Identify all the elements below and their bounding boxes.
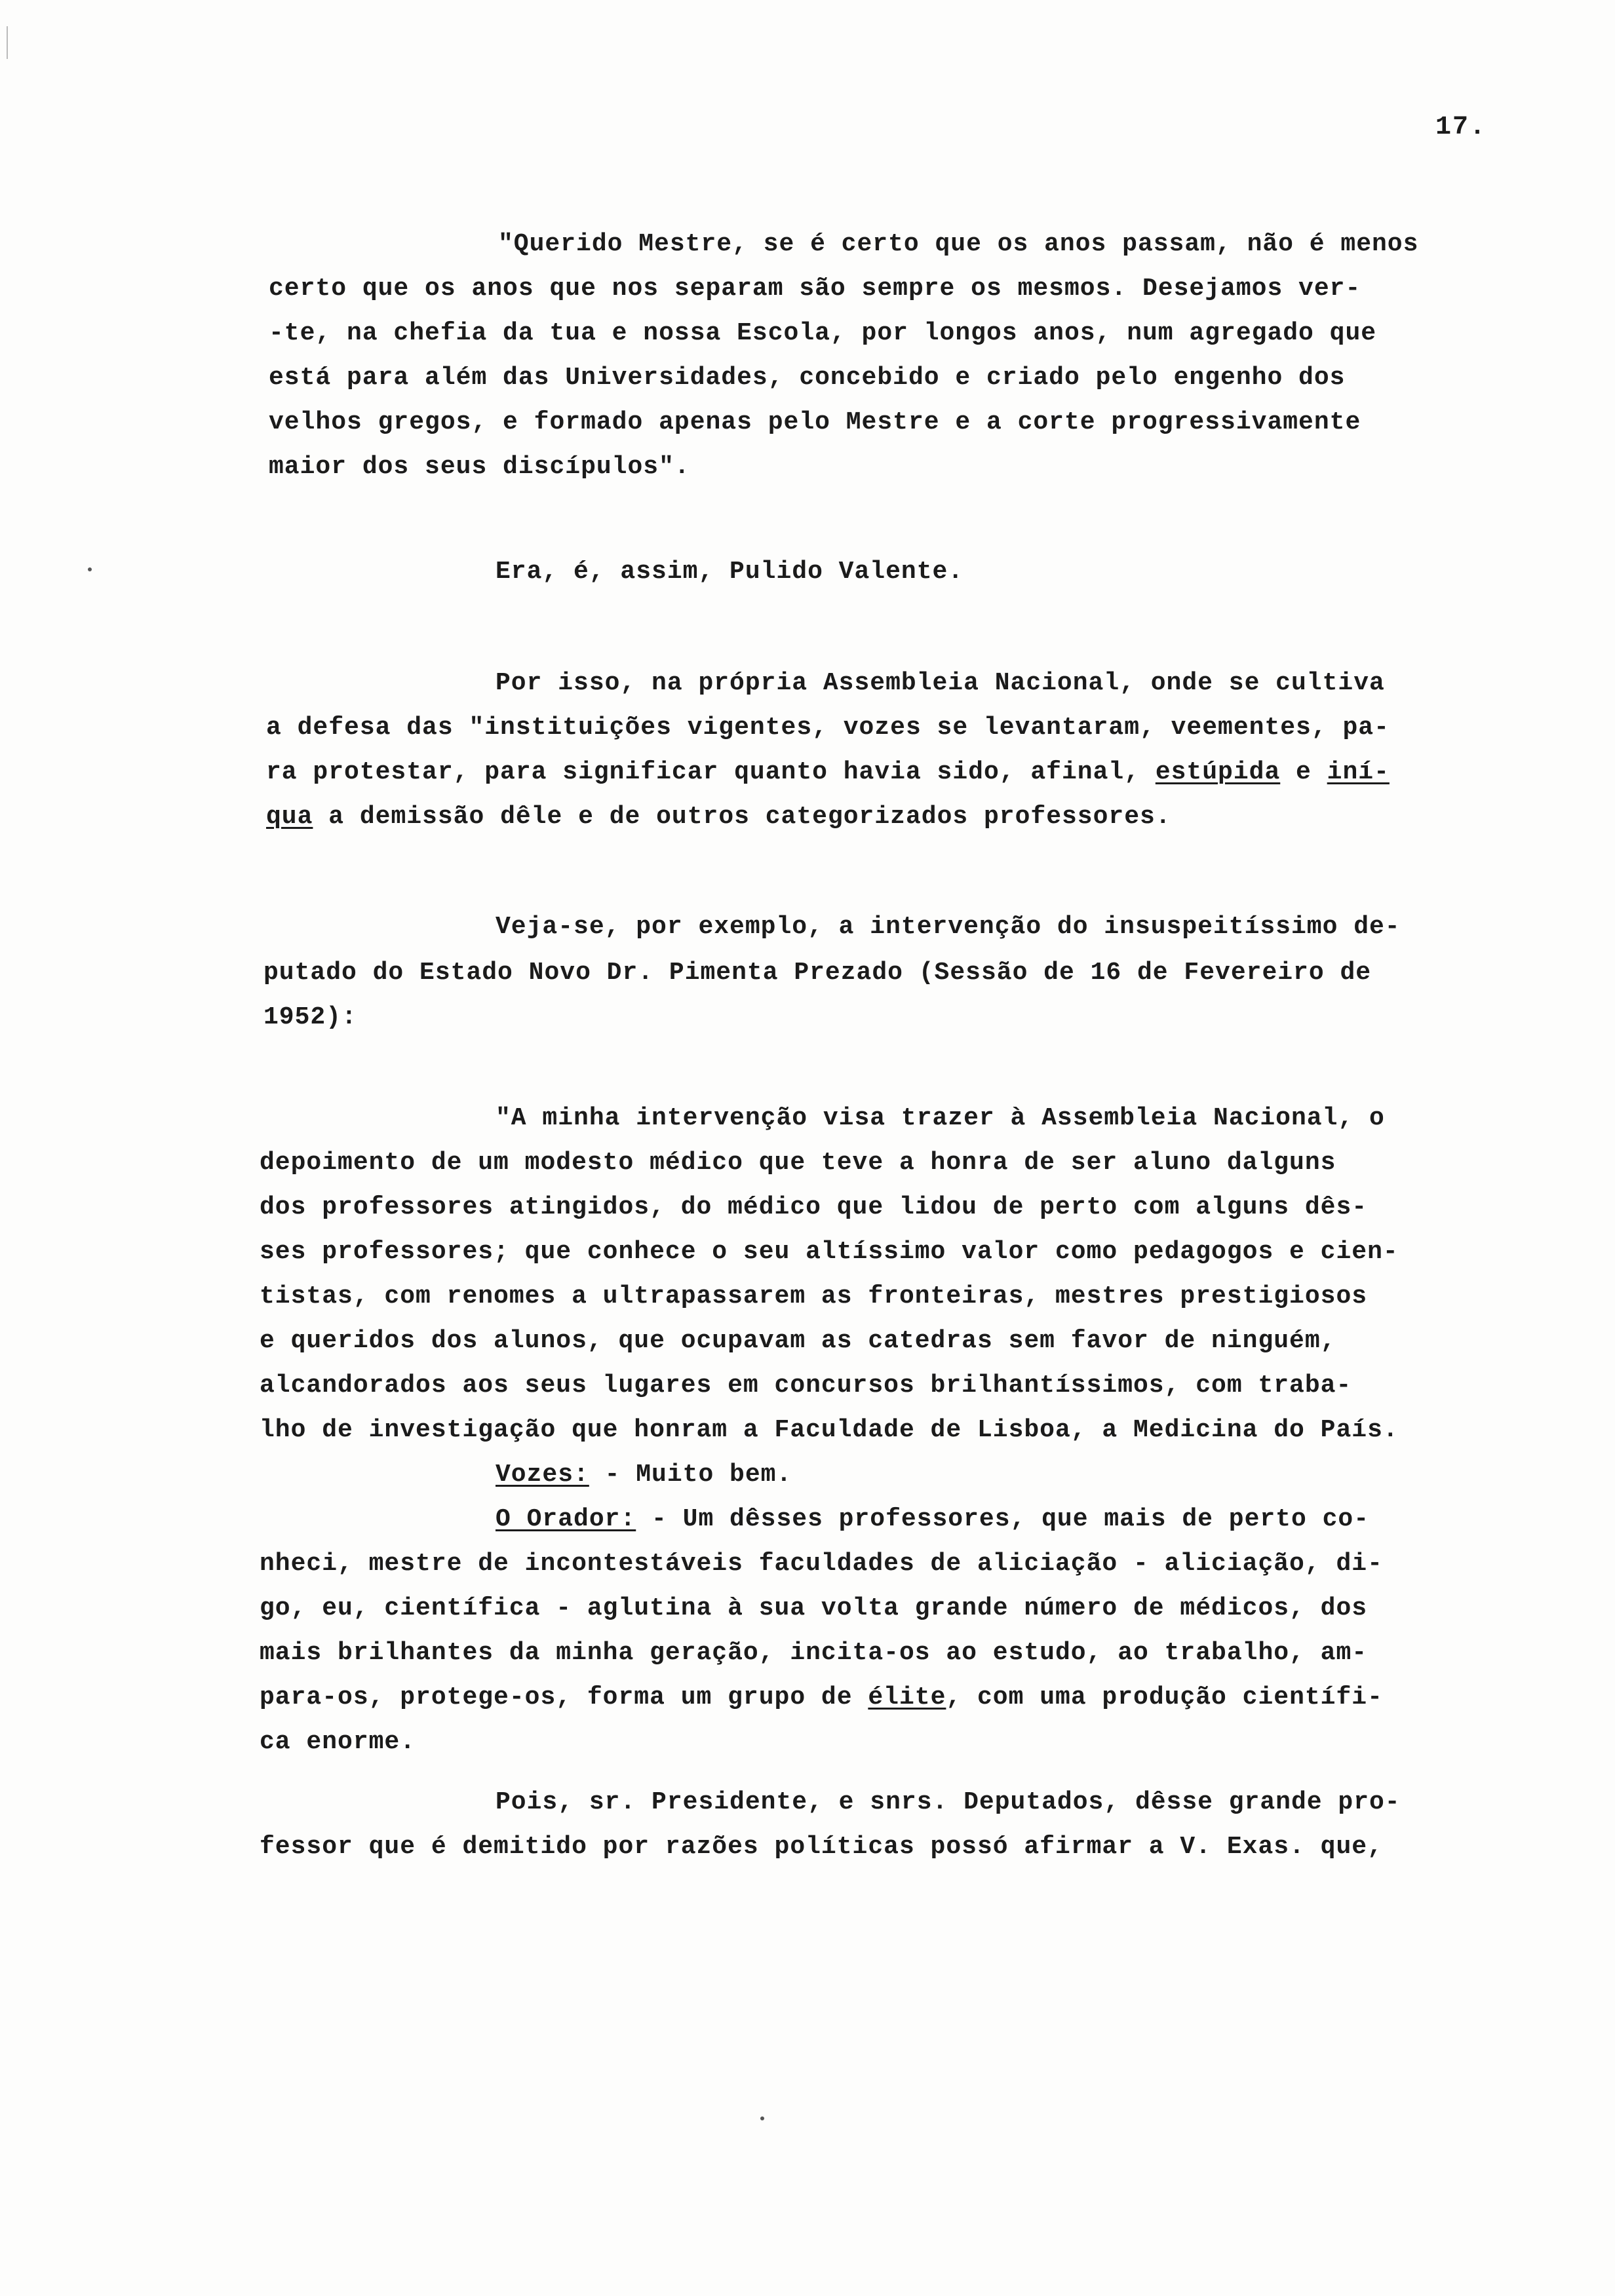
speaker-label: Vozes: [496,1461,589,1489]
vozes-text: - Muito bem. [589,1461,792,1489]
para-isso-text: e [1280,758,1327,786]
quote2-line: tistas, com renomes a ultrapassarem as fronteiras, mestres prestigiosos [260,1282,1368,1311]
paragraph-era: Era, é, assim, Pulido Valente. [496,558,964,586]
para-isso-text: a demissão dêle e de outros categorizados professores. [313,803,1171,831]
underlined-word: iní- [1327,758,1390,786]
speaker-label: O Orador: [496,1505,636,1533]
underlined-word: estúpida [1155,758,1281,786]
underlined-word: élite [868,1683,946,1712]
ink-speck [760,2116,764,2120]
para-pois-line: Pois, sr. Presidente, e snrs. Deputados, dêsse grande pro- [496,1788,1401,1816]
quote2-line: lho de investigação que honram a Faculdade de Lisboa, a Medicina do País. [260,1416,1399,1444]
para-isso-line [266,760,1390,785]
para-veja-line: Veja-se, por exemplo, a intervenção do insuspeitíssimo de- [496,913,1401,941]
orador-line: go, eu, científica - aglutina à sua volta grande número de médicos, dos [260,1594,1368,1622]
quote2-line: dos professores atingidos, do médico que lidou de perto com alguns dês- [260,1193,1368,1221]
para-isso-text: ra protestar, para significar quanto havia sido, afinal, [266,758,1156,786]
quote2-line: alcandorados aos seus lugares em concursos brilhantíssimos, com traba- [260,1371,1352,1400]
para-isso-line: a defesa das "instituições vigentes, vozes se levantaram, veementes, pa- [266,714,1390,742]
para-pois-line: fessor que é demitido por razões políticas possó afirmar a V. Exas. que, [260,1833,1383,1861]
quote1-line: "Querido Mestre, se é certo que os anos passam, não é menos [498,230,1419,258]
quote2-line: "A minha intervenção visa trazer à Assembleia Nacional, o [496,1104,1385,1132]
quote1-line: está para além das Universidades, concebido e criado pelo engenho dos [269,364,1346,392]
quote1-line: velhos gregos, e formado apenas pelo Mestre e a corte progressivamente [269,408,1361,436]
margin-mark [7,26,8,59]
quote2-line: e queridos dos alunos, que ocupavam as catedras sem favor de ninguém, [260,1327,1336,1355]
orador-line: mais brilhantes da minha geração, incita-os ao estudo, ao trabalho, am- [260,1639,1368,1667]
ink-speck [88,567,92,571]
orador-text: , com uma produção científi- [946,1683,1383,1712]
para-isso-line: Por isso, na própria Assembleia Nacional, onde se cultiva [496,669,1385,697]
para-isso-line [266,805,1171,830]
orador-text: - Um dêsses professores, que mais de perto co- [636,1505,1370,1533]
orador-line: nheci, mestre de incontestáveis faculdades de aliciação - aliciação, di- [260,1550,1383,1578]
quote1-line: certo que os anos que nos separam são sempre os mesmos. Desejamos ver- [269,275,1361,303]
orador-text: para-os, protege-os, forma um grupo de [260,1683,868,1712]
quote2-line: depoimento de um modesto médico que teve a honra de ser aluno dalguns [260,1149,1336,1177]
orador-line [260,1685,1383,1710]
page-number: 17. [1435,113,1487,142]
orador-line: ca enorme. [260,1728,416,1756]
quote2-line: ses professores; que conhece o seu altíssimo valor como pedagogos e cien- [260,1238,1399,1266]
para-veja-line: putado do Estado Novo Dr. Pimenta Prezado (Sessão de 16 de Fevereiro de [263,959,1372,987]
underlined-word: qua [266,803,313,831]
orador-line [496,1507,1369,1532]
para-veja-line: 1952): [263,1003,357,1031]
quote1-line: maior dos seus discípulos". [269,453,690,481]
quote1-line: -te, na chefia da tua e nossa Escola, por longos anos, num agregado que [269,319,1377,347]
vozes-line [496,1463,792,1487]
